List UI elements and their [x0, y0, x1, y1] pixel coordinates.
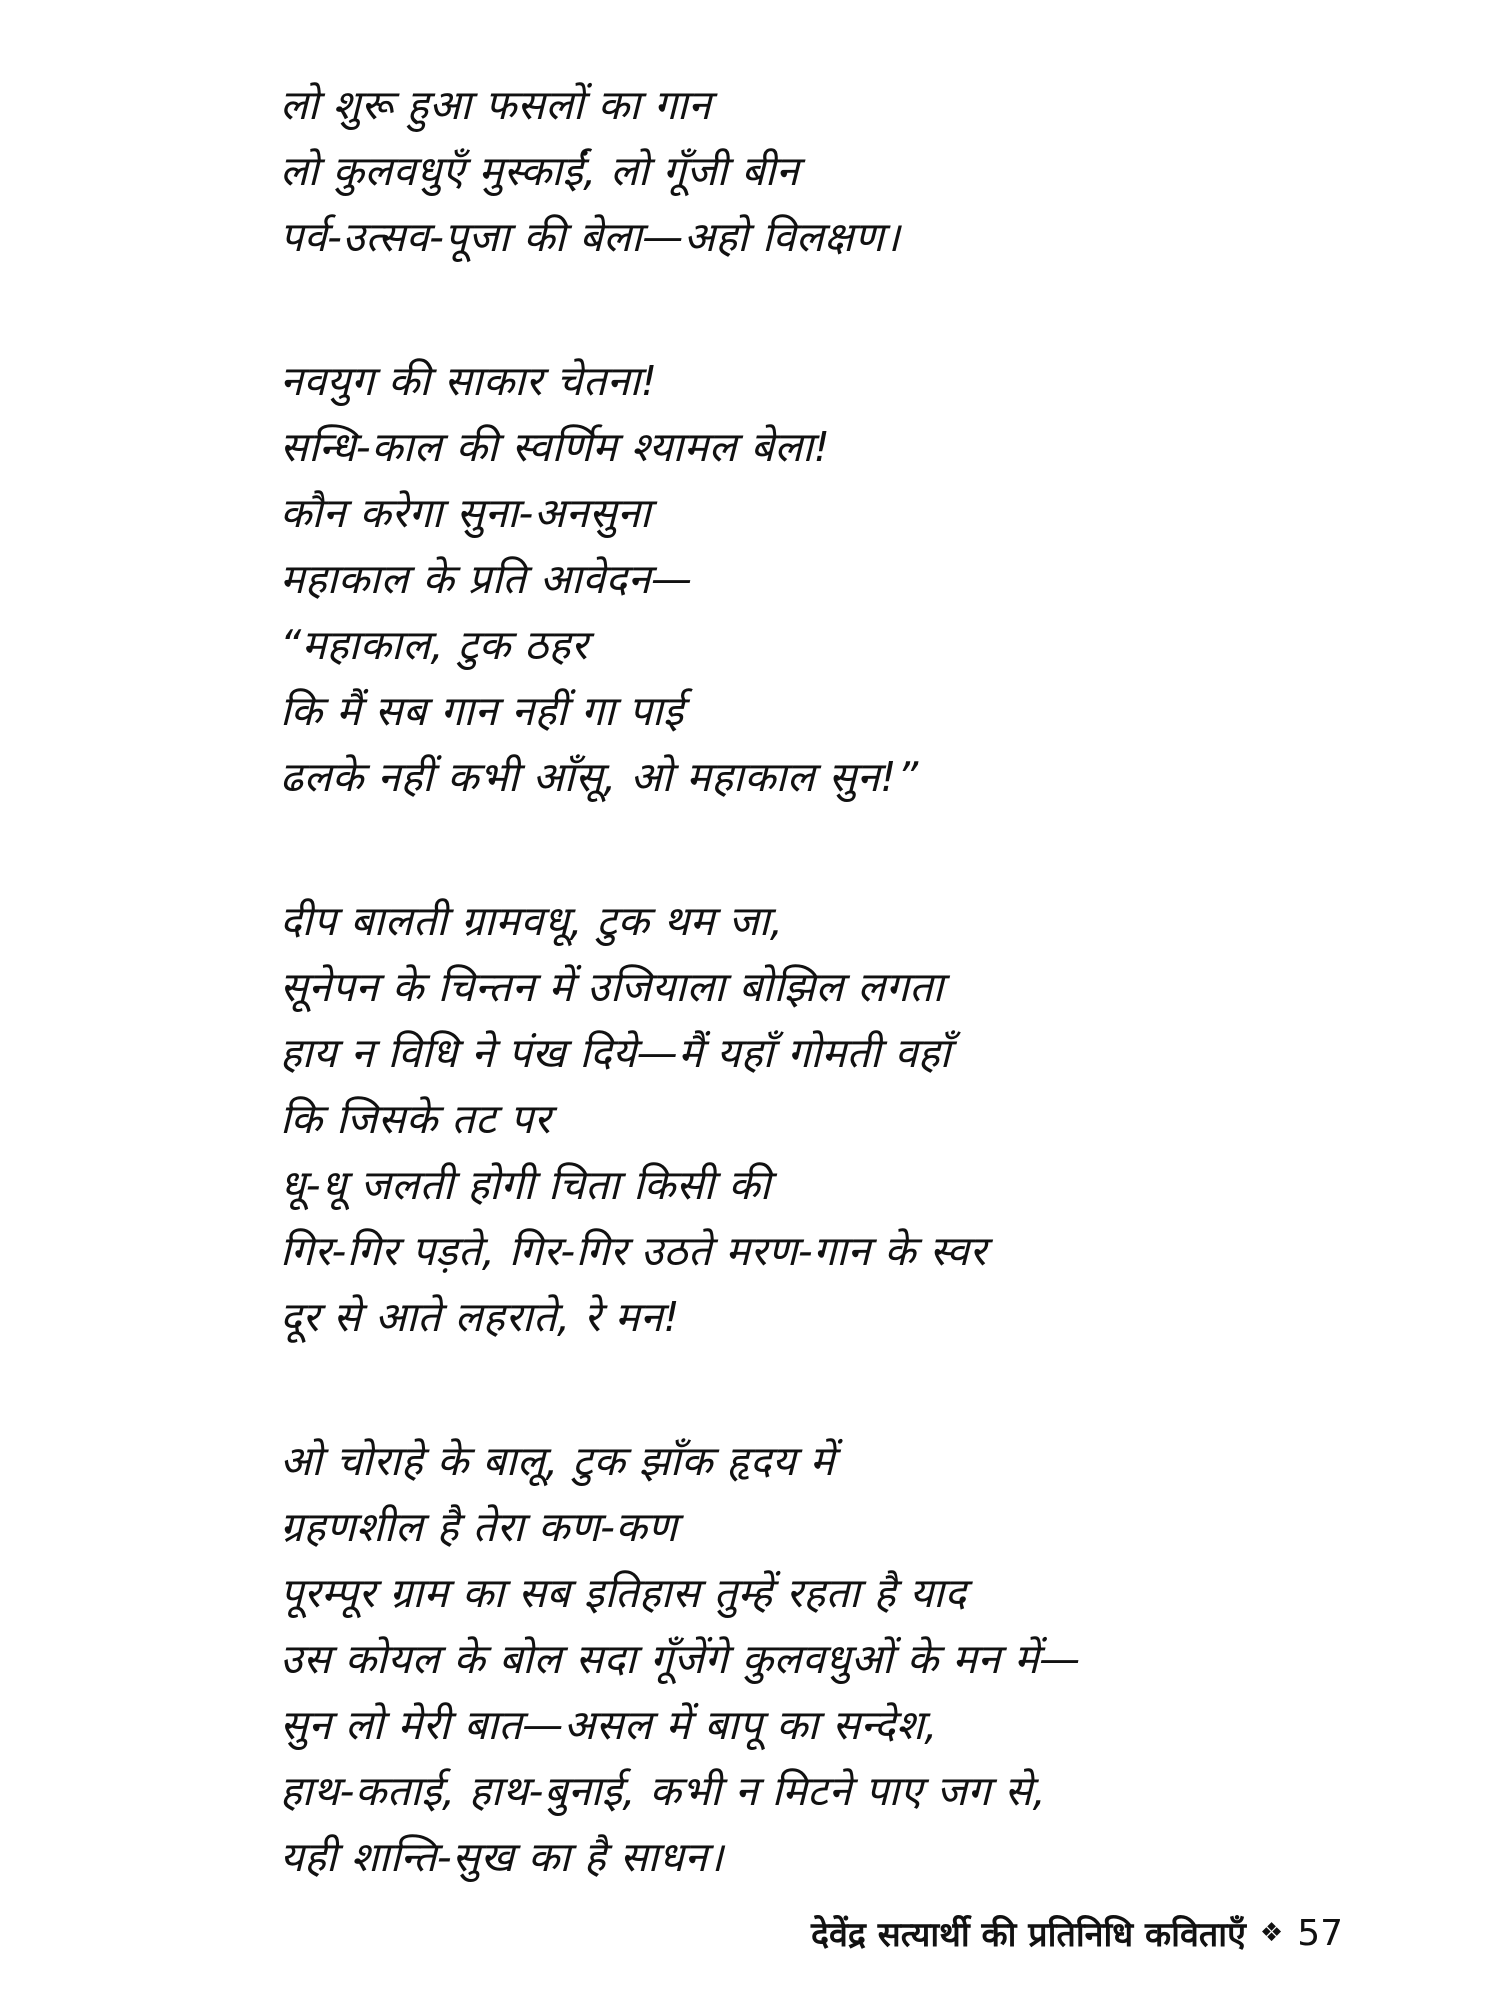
poem-line: सुन लो मेरी बात—असल में बापू का सन्देश, [280, 1701, 938, 1749]
poem-line: लो शुरू हुआ फसलों का गान [280, 81, 712, 129]
poem-line: यही शान्ति-सुख का है साधन। [280, 1833, 724, 1881]
stanza-1 [280, 72, 1400, 270]
book-title: देवेंद्र सत्यार्थी की प्रतिनिधि कविताएँ [810, 1915, 1246, 1955]
poem-line: कौन करेगा सुना-अनसुना [280, 489, 651, 537]
poem-line: गिर-गिर पड़ते, गिर-गिर उठते मरण-गान के स्वर [280, 1227, 987, 1275]
poem-line: हाथ-कताई, हाथ-बुनाई, कभी न मिटने पाए जग से, [280, 1767, 1047, 1815]
page-number: 57 [1297, 1912, 1343, 1954]
poem-line: “महाकाल, टुक ठहर [280, 621, 589, 669]
stanza-3 [280, 888, 1400, 1350]
poem-line: ढलके नहीं कभी आँसू, ओ महाकाल सुन!” [280, 753, 919, 801]
poem-line: दूर से आते लहराते, रे मन! [280, 1293, 681, 1341]
diamond-ornament-icon: ❖ [1259, 1918, 1284, 1948]
poem-line: कि मैं सब गान नहीं गा पाई [280, 687, 684, 735]
poem-line: नवयुग की साकार चेतना! [280, 357, 658, 405]
poem-line: सन्धि-काल की स्वर्णिम श्यामल बेला! [280, 423, 831, 471]
poem-line: हाय न विधि ने पंख दिये—मैं यहाँ गोमती वहाँ [280, 1029, 951, 1077]
stanza-4 [280, 1428, 1400, 1890]
poem-line: धू-धू जलती होगी चिता किसी की [280, 1161, 771, 1209]
stanza-2 [280, 348, 1400, 810]
poem-line: लो कुलवधुएँ मुस्काईं, लो गूँजी बीन [280, 147, 800, 195]
page-footer [811, 1908, 1343, 1958]
poem-line: उस कोयल के बोल सदा गूँजेंगे कुलवधुओं के मन में— [280, 1635, 1081, 1683]
poem-line: सूनेपन के चिन्तन में उजियाला बोझिल लगता [280, 963, 944, 1011]
poem-line: महाकाल के प्रति आवेदन— [280, 555, 693, 603]
poem-line: ओ चोराहे के बालू, टुक झाँक हृदय में [280, 1437, 835, 1485]
poem-line: कि जिसके तट पर [280, 1095, 552, 1143]
poem-line: दीप बालती ग्रामवधू, टुक थम जा, [280, 897, 784, 945]
poem-line: पर्व-उत्सव-पूजा की बेला—अहो विलक्षण। [280, 213, 901, 261]
poem-line: ग्रहणशील है तेरा कण-कण [280, 1503, 678, 1551]
poem-body [280, 72, 1400, 1968]
poem-line: पूरम्पूर ग्राम का सब इतिहास तुम्हें रहता है याद [280, 1569, 967, 1617]
